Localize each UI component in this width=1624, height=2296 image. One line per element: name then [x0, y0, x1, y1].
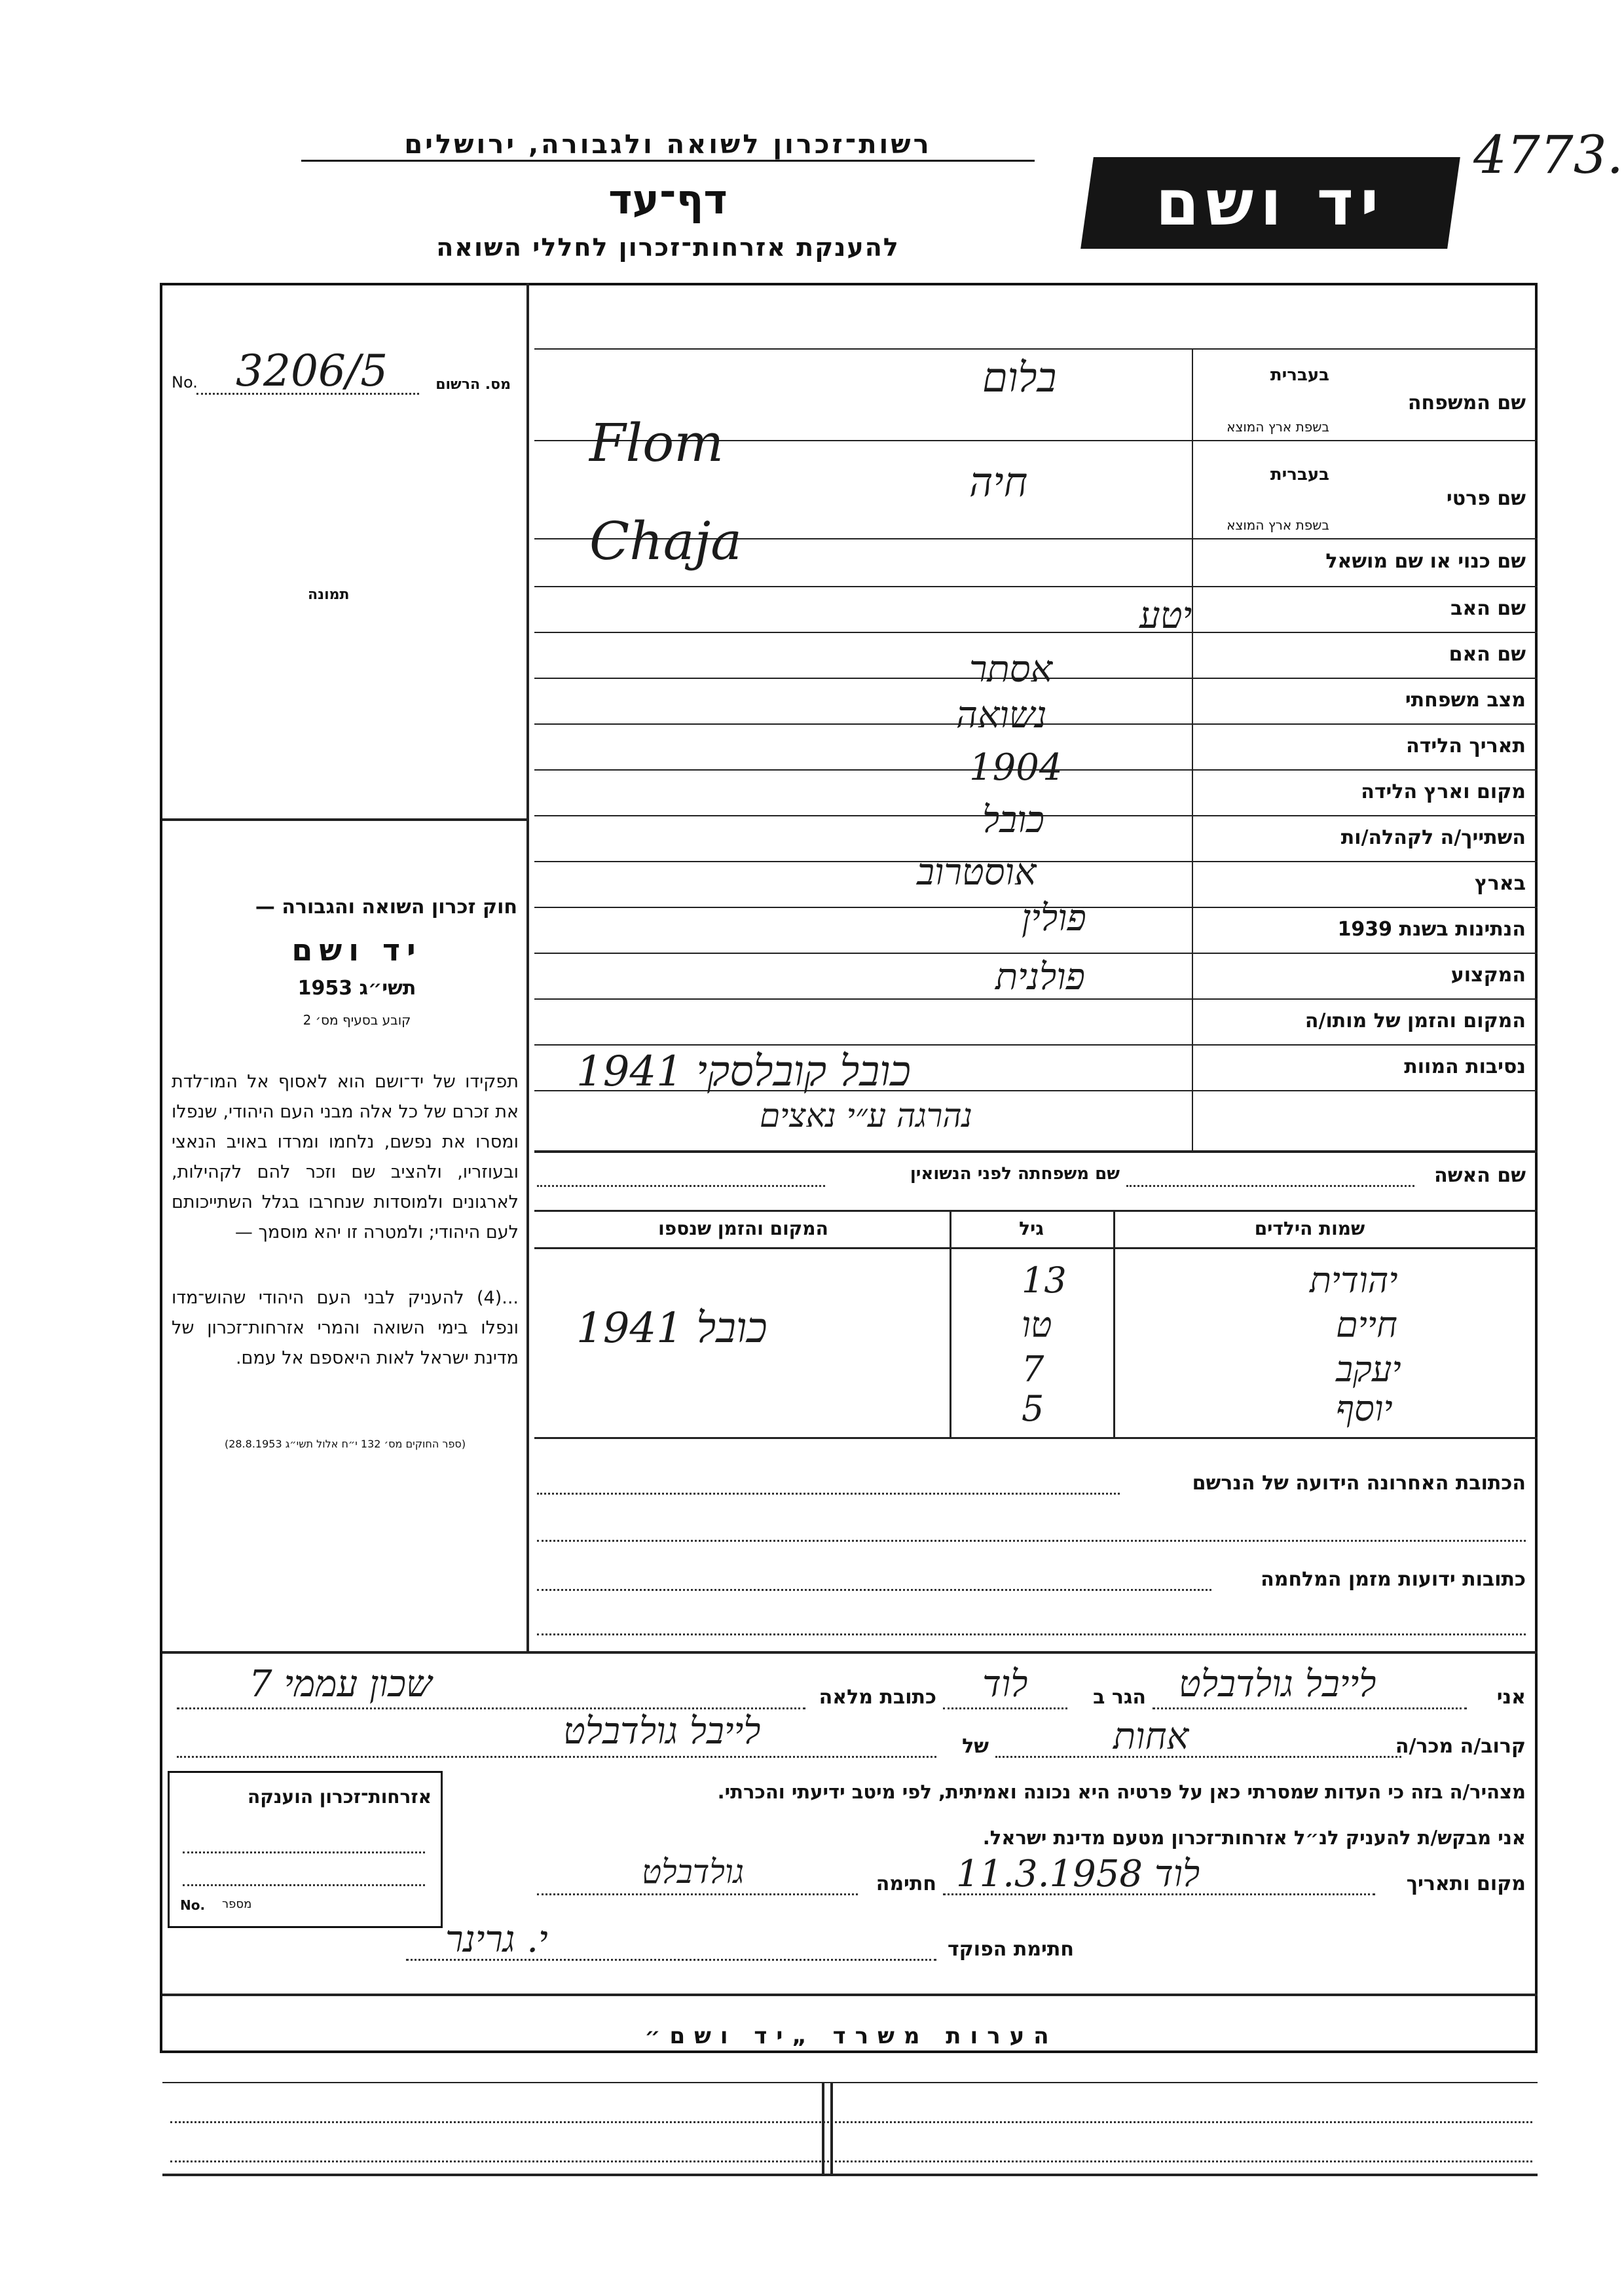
spouse-label: שם האשה [1434, 1164, 1526, 1187]
full-address-value: שכון עממי 7 [249, 1663, 432, 1705]
birthdate-label: תאריך הלידה [1406, 735, 1526, 757]
mother-value: אסתר [969, 648, 1053, 691]
community-label: השתייך/ה לקהלה/ות [1340, 826, 1526, 849]
place-date-value: לוד 11.3.1958 [956, 1853, 1200, 1895]
maiden-dots [537, 1185, 825, 1187]
left-column-divider [526, 283, 529, 1651]
maiden-label: שם משפחתה לפני הנשואין [910, 1164, 1120, 1184]
law-paragraph-1: תפקידו של יד־ושם הוא לאסוף אל המו־לדת את זכרם של כל אלה מבני העם היהודי, שנפלו ומסרו את נפשם, נלחמו ומרדו באויב הנאצי ובעוזריו, ולהציב שם וזכר להם לקהילות, לארגונים ולמוסדות שנחרבו בגלל השתייכותם לעם היהודי; ולמטרה זו יהא מוסמך — [172, 1072, 519, 1243]
relative-label: קרוב/ה מכר/ה [1395, 1735, 1526, 1758]
law-section: קובע בסעיף מס׳ 2 [303, 1012, 411, 1028]
officer-signature-label: חתימת הפוקד [948, 1938, 1074, 1961]
family-name-origin-value: Flom [589, 412, 724, 473]
death-label: המקום והזמן של מותו/ה [1304, 1010, 1526, 1032]
last-address-dots [537, 1540, 1526, 1542]
citizenship-label: הנתינות בשנת 1939 [1337, 918, 1526, 941]
law-citation: (ספר החוקים מס׳ 132 י״ח אלול תשי״ג 28.8.1953) [224, 1438, 466, 1450]
law-paragraph-2: ...(4) להעניק לבני העם היהודי שהוש־מדו ונפלו בימי השואה והמרי אזרחות־זכרון של מדינת ישראל לאות היאספם אל עמם. [172, 1288, 519, 1368]
form-subtitle: להענקת אזרחות־זכרון לחללי השואה [436, 233, 900, 262]
section-rule [162, 1651, 1538, 1654]
marital-label: מצב משפחתי [1405, 689, 1526, 712]
institution-name: רשות־זכרון לשואה ולגבורה, ירושלים [301, 130, 1035, 162]
notes-divider [830, 2082, 833, 2174]
bottom-rule [162, 2174, 1538, 2176]
children-col-divider [1113, 1210, 1115, 1437]
photo-label: תמונה [308, 587, 350, 603]
citizenship-granted-box [168, 1771, 443, 1928]
first-name-hebrew-value: חיה [969, 458, 1028, 506]
profession-label: המקצוע [1450, 964, 1526, 987]
row-rule [534, 1150, 1538, 1153]
row-rule [534, 586, 1538, 587]
child-age: 5 [1022, 1388, 1044, 1429]
yad-vashem-logo [1080, 157, 1460, 249]
children-header-rule [534, 1247, 1538, 1249]
last-address-dots [537, 1493, 1120, 1495]
form-title: דף־עד [608, 175, 728, 223]
nickname-label: שם כנוי או שם מושאל [1325, 550, 1526, 573]
citizenship-box-no-label: No. [180, 1897, 206, 1913]
country-value: פולין [1022, 897, 1086, 939]
birthplace-label: מקום וארץ הלידה [1361, 780, 1526, 803]
declarant-value: לייבל גולדבלט [1179, 1663, 1376, 1705]
war-addresses-dots [537, 1589, 1211, 1591]
father-value: יטע [1139, 594, 1192, 637]
war-addresses-label: כתובות ידועות מזמן המלחמה [1261, 1568, 1526, 1591]
notes-divider [822, 2082, 824, 2174]
family-name-hebrew-value: בלום [982, 354, 1057, 401]
children-age-header: גיל [1019, 1218, 1044, 1239]
children-bottom-rule [534, 1437, 1538, 1439]
first-name-origin-sub: בשפת ארץ המוצא [1227, 517, 1329, 533]
last-address-label: הכתובת האחרונה הידועה של הנרשם [1192, 1472, 1526, 1495]
declarant-dots [1153, 1707, 1467, 1709]
request-text: אני מבקש/ת להעניק לנ״ל אזרחות־זכרון מטעם מדינת ישראל. [982, 1827, 1526, 1849]
country-label: בארץ [1474, 872, 1526, 895]
citizenship-box-dots [183, 1884, 425, 1886]
citizenship-box-number-label: מספר [222, 1897, 252, 1911]
notes-line [170, 2160, 1532, 2162]
row-rule [534, 1044, 1538, 1046]
mother-label: שם האם [1449, 643, 1526, 666]
child-age: 13 [1022, 1260, 1067, 1301]
registration-no-label: No. [172, 373, 198, 392]
label-column-divider [1192, 348, 1193, 1150]
logo-text: יד ושם [1155, 166, 1386, 240]
relative-dots [995, 1756, 1401, 1758]
first-name-label: שם פרטי [1446, 487, 1526, 510]
circumstances-label: נסיבות המוות [1404, 1055, 1526, 1078]
birthdate-value: 1904 [969, 746, 1063, 789]
family-name-origin-sub: בשפת ארץ המוצא [1227, 419, 1329, 435]
signature-label: חתימה [876, 1872, 936, 1895]
resides-dots [943, 1707, 1067, 1709]
law-year: תשי״ג 1953 [297, 977, 416, 1000]
full-address-dots [177, 1707, 805, 1709]
child-name: יוסף [1336, 1388, 1393, 1429]
child-name: חיים [1336, 1304, 1397, 1345]
family-name-label: שם המשפחה [1407, 392, 1526, 414]
father-label: שם האב [1450, 597, 1526, 620]
resides-value: לוד [982, 1663, 1028, 1705]
registration-label: מס. הרשום [435, 376, 511, 393]
marital-value: נשואה [956, 694, 1047, 737]
row-rule [534, 998, 1538, 1000]
top-rule [534, 348, 1538, 350]
of-value: לייבל גולדבלט [563, 1710, 761, 1753]
of-label: של [962, 1735, 989, 1758]
death-value: כובל קובלסקי 1941 [576, 1048, 911, 1096]
full-address-label: כתובת מלאה [819, 1686, 936, 1709]
first-name-origin-value: Chaja [589, 511, 742, 572]
child-name: יהודית [1310, 1260, 1398, 1301]
of-dots [177, 1756, 936, 1758]
first-name-hebrew-sub: בעברית [1270, 465, 1329, 484]
circumstances-value: נהרגה ע״י נאצים [760, 1097, 972, 1135]
birthplace-value: כובל [982, 799, 1044, 841]
children-names-header: שמות הילדים [1254, 1218, 1365, 1239]
resides-label: הגר ב [1093, 1686, 1146, 1709]
children-top-rule [534, 1210, 1538, 1212]
archive-number: 4773. [1473, 124, 1624, 185]
row-rule [1192, 440, 1538, 441]
child-age: 7 [1022, 1349, 1044, 1390]
officer-signature-value: י. גרינר [445, 1918, 548, 1961]
child-place: כובל 1941 [576, 1304, 767, 1353]
war-addresses-dots [537, 1633, 1526, 1635]
row-rule [534, 953, 1538, 954]
footer-rule [162, 1994, 1538, 1996]
photo-bottom-rule [162, 818, 526, 821]
child-age: טו [1022, 1304, 1052, 1345]
statement-text: מצהיר/ה בזה כי העדות שמסרתי כאן על פרטיה היא נכונה ואמיתית, לפי מיטב ידיעתי והכרתי. [717, 1781, 1526, 1803]
family-name-hebrew-sub: בעברית [1270, 365, 1329, 385]
citizenship-value: פולנית [995, 956, 1085, 998]
notes-title: הערות משרד „יד ושם״ [644, 2023, 1058, 2049]
children-place-header: המקום והזמן שנספו [658, 1218, 828, 1239]
citizenship-box-dots [183, 1851, 425, 1853]
children-col-divider [950, 1210, 951, 1437]
law-name: יד ושם [291, 932, 422, 968]
community-value: אוסטרוב [917, 851, 1037, 894]
declarant-label: אני [1496, 1686, 1526, 1709]
signature-value: גולדבלט [642, 1853, 745, 1891]
registration-number: 3206/5 [236, 346, 388, 396]
signature-dots [537, 1893, 858, 1895]
citizenship-granted-title: אזרחות־זכרון הוענקה [248, 1786, 432, 1808]
relative-value: אחות [1113, 1715, 1189, 1758]
notes-rule [162, 2082, 1538, 2083]
place-date-label: מקום ותאריך [1406, 1872, 1526, 1895]
row-rule [534, 632, 1538, 633]
child-name: יעקב [1336, 1349, 1401, 1390]
spouse-dots [1126, 1185, 1414, 1187]
notes-line [170, 2121, 1532, 2123]
law-title: חוק זכרון השואה והגבורה — [255, 896, 517, 919]
